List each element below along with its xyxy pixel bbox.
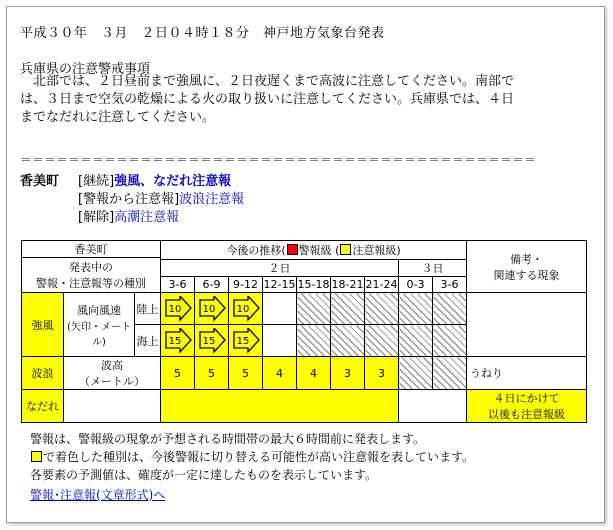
town-header: 香美町 <box>22 241 161 258</box>
wind-sea-cell <box>229 325 263 357</box>
time-slot: 9-12 <box>229 277 263 293</box>
wave-value-cell: 5 <box>195 357 229 390</box>
wind-hatch-cell <box>433 325 467 357</box>
warning-legend-swatch <box>287 244 298 255</box>
warning-line <box>78 170 231 189</box>
avalanche-remark-line: 以後も注意報級 <box>488 408 566 421</box>
wave-value-cell: 3 <box>331 357 365 390</box>
advisory-legend-swatch <box>340 244 351 255</box>
remarks-header-line: 関連する現象 <box>493 268 560 282</box>
wave-value-cell: 5 <box>161 357 195 390</box>
wind-hatch-cell <box>365 325 399 357</box>
warning-link[interactable]: 高潮注意報 <box>114 210 180 225</box>
wind-sea-value: 15 <box>202 335 215 347</box>
bulletin-line: までなだれに注意してください。 <box>20 110 216 125</box>
wave-value-cell: 4 <box>297 357 331 390</box>
wind-arrow-icon <box>163 328 193 354</box>
time-slot: 0-3 <box>399 277 433 293</box>
time-slot: 3-6 <box>433 277 467 293</box>
trend-header: 今後の推移( 警報級 ( 注意報級) <box>161 241 467 260</box>
forecast-table <box>21 240 587 423</box>
wind-type-cell: 強風 <box>22 293 64 357</box>
wind-hatch-cell <box>365 293 399 325</box>
wind-land-value: 10 <box>168 303 181 315</box>
day-2-header: ２日 <box>161 260 399 277</box>
wind-hatch-cell <box>297 293 331 325</box>
note-line: 各要素の予測値は、確度が一定に達したものを表示しています。 <box>30 468 378 482</box>
wind-arrow-icon <box>231 296 261 322</box>
wave-value-cell: 4 <box>263 357 297 390</box>
wave-hatch-cell <box>433 357 467 390</box>
note-line: 警報は、警報級の現象が予想される時間帯の最大６時間前に発表します。 <box>30 432 426 446</box>
wind-hatch-cell <box>331 325 365 357</box>
wind-hatch-cell <box>433 293 467 325</box>
wind-remark-cell <box>467 293 587 357</box>
wind-hatch-cell <box>399 293 433 325</box>
wind-hatch-cell <box>331 293 365 325</box>
wind-hatch-cell <box>297 325 331 357</box>
issue-header: 平成３０年 ３月 ２日０４時１８分 神戸地方気象台発表 <box>20 26 385 41</box>
wind-arrow-icon <box>197 328 227 354</box>
wind-sea-cell <box>195 325 229 357</box>
warning-line <box>78 188 244 207</box>
remarks-header-line: 備考・ <box>510 252 544 266</box>
time-slot: 18-21 <box>331 278 364 291</box>
warning-line <box>78 206 179 225</box>
warning-link[interactable]: 強風、なだれ注意報 <box>114 174 232 189</box>
wind-land-cell <box>229 293 263 325</box>
area-title: 兵庫県の注意警戒事項 <box>20 62 151 77</box>
wind-hatch-cell <box>399 325 433 357</box>
wind-land-value: 10 <box>202 303 215 315</box>
warning-status: [継続] <box>78 174 115 189</box>
avalanche-empty-cell <box>399 390 467 423</box>
avalanche-remark-cell <box>467 390 587 423</box>
bulletin-line: 北部では、２日昼前まで強風に、２日夜遅くまで高波に注意してください。南部で <box>20 74 515 89</box>
time-slot: 6-9 <box>195 277 229 293</box>
wind-empty-cell <box>263 293 297 325</box>
wave-hatch-cell <box>399 357 433 390</box>
advisory-legend-label: 注意報級 <box>352 244 397 257</box>
wind-item-line: 風向風速 <box>77 303 121 317</box>
town-name: 香美町 <box>20 174 60 189</box>
trend-header-close: ) <box>396 244 401 257</box>
wave-type-cell: 波浪 <box>22 357 64 390</box>
avalanche-bar <box>161 390 399 423</box>
sea-label: 海上 <box>135 325 161 357</box>
wind-land-cell <box>195 293 229 325</box>
avalanche-remark-line: ４日にかけて <box>493 392 560 405</box>
time-slot: 21-24 <box>365 278 398 291</box>
wind-empty-cell <box>263 325 297 357</box>
wind-item-line: (矢印・メートル) <box>67 321 131 348</box>
type-header <box>22 258 161 293</box>
day-3-header: ３日 <box>399 260 467 277</box>
wind-arrow-icon <box>163 296 193 322</box>
wind-land-value: 10 <box>236 303 249 315</box>
note-line <box>30 448 474 465</box>
wave-item-cell <box>64 357 161 390</box>
avalanche-type-cell: なだれ <box>22 390 64 423</box>
note-text: で着色した種別は、今後警報に切り替える可能性が高い注意報を表しています。 <box>43 450 475 464</box>
time-slot: 12-15 <box>263 278 296 291</box>
time-slot: 15-18 <box>297 278 330 291</box>
avalanche-item-cell <box>64 390 161 423</box>
type-header-line: 警報・注意報等の種別 <box>36 277 146 290</box>
bulletin-text <box>20 73 586 127</box>
type-header-line: 発表中の <box>69 261 113 274</box>
time-slot: 3-6 <box>161 277 195 293</box>
wind-item-cell <box>64 293 135 357</box>
land-label: 陸上 <box>135 293 161 325</box>
warning-link[interactable]: 波浪注意報 <box>179 192 245 207</box>
wind-sea-cell <box>161 325 195 357</box>
wave-item-line: 波高 <box>101 359 123 372</box>
warning-status: [解除] <box>78 210 115 225</box>
advisory-swatch <box>31 451 42 462</box>
wind-arrow-icon <box>231 328 261 354</box>
trend-header-label: 今後の推移( <box>226 244 286 257</box>
separator: ＝＝＝＝＝＝＝＝＝＝＝＝＝＝＝＝＝＝＝＝＝＝＝＝＝＝＝＝＝＝＝＝＝＝＝＝＝＝＝＝＝＝＝ <box>20 153 537 167</box>
wind-land-cell <box>161 293 195 325</box>
wave-remark-cell: うねり <box>467 357 587 390</box>
wind-arrow-icon <box>197 296 227 322</box>
wind-sea-value: 15 <box>168 335 181 347</box>
wind-sea-value: 15 <box>236 335 249 347</box>
remarks-header <box>467 241 587 293</box>
bulletin-line: は、３日まで空気の乾燥による火の取り扱いに注意してください。兵庫県では、４日 <box>20 92 515 107</box>
wave-value-cell: 3 <box>365 357 399 390</box>
wave-item-line: （メートル） <box>79 375 145 388</box>
warning-status: [警報から注意報] <box>78 192 180 207</box>
warning-legend-label: 警報級 <box>298 244 332 257</box>
text-format-link[interactable]: 警報･注意報(文章形式)へ <box>30 488 166 502</box>
wave-value-cell: 5 <box>229 357 263 390</box>
